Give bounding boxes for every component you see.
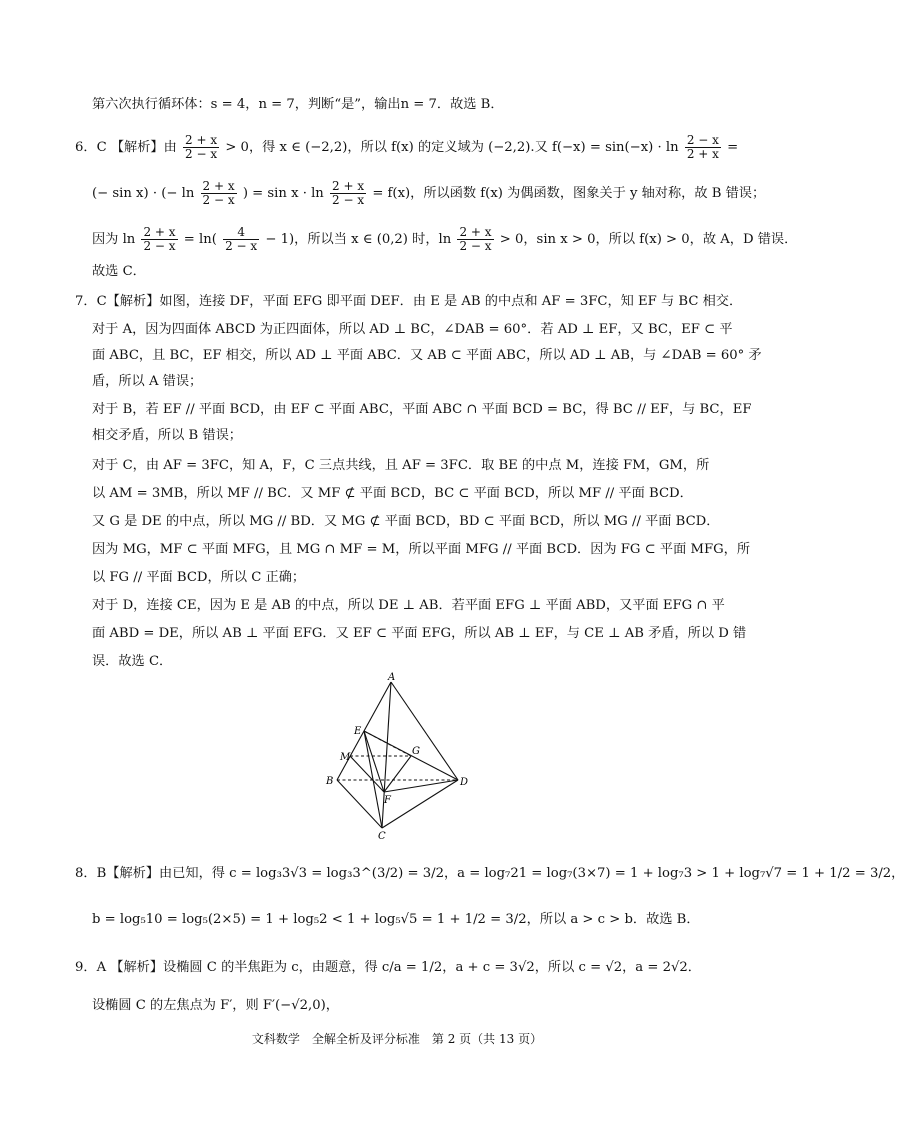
fraction: $\frac{4}{2 - x}$ — [225, 225, 258, 253]
q6-line-2: (− sin x) · (− ln $\frac{2 + x}{2 - x}$ ) = sin x · ln $\frac{2 + x}{2 - x}$ = f(x)，所以函数 f(x) 为偶函数，图象关于 y 轴对称，故 B 错误； — [92, 179, 766, 207]
q6-line-1: 6．C 【解析】由 $\frac{2 + x}{2 - x}$ > 0，得 x ∈ (−2,2)，所以 f(x) 的定义域为 (−2,2).又 f(−x) = sin(−x) · ln $\frac{2 - x}{2 + x}$ = — [75, 133, 739, 161]
text-line: 8．B【解析】由已知，得 c = log₃3√3 = log₃3^(3/2) = 3/2，a = log₇21 = log₇(3×7) = 1 + log₇3 > 1 + log₇√7 = 1 + 1/2 = 3/2， — [75, 866, 904, 881]
text-line: 对于 D，连接 CE，因为 E 是 AB 的中点，所以 DE ⊥ AB．若平面 EFG ⊥ 平面 ABD，又平面 EFG ∩ 平 — [92, 598, 725, 613]
text-line: 相交矛盾，所以 B 错误； — [92, 428, 242, 443]
text-line: 以 AM = 3MB，所以 MF // BC．又 MF ⊄ 平面 BCD，BC ⊂ 平面 BCD，所以 MF // 平面 BCD． — [92, 486, 693, 501]
text-line: 因为 MG，MF ⊂ 平面 MFG，且 MG ∩ MF = M，所以平面 MFG // 平面 BCD．因为 FG ⊂ 平面 MFG，所 — [92, 542, 751, 557]
label-d: D — [460, 777, 469, 788]
text-line: 故选 C． — [92, 264, 146, 279]
fraction: $\frac{2 + x}{2 - x}$ — [185, 133, 218, 161]
label-e: E — [354, 726, 362, 737]
q6-head: 6．C 【解析】由 — [75, 140, 177, 155]
q6-line-3: 因为 ln $\frac{2 + x}{2 - x}$ = ln( $\frac{4}{2 - x}$ − 1)，所以当 x ∈ (0,2) 时，ln $\frac{2 + x}{2 - x}$ > 0，sin x > 0，所以 f(x) > 0，故 A，D 错误． — [92, 225, 798, 253]
text-line: 第六次执行循环体：s = 4，n = 7，判断“是”，输出n = 7．故选 B． — [92, 97, 504, 112]
text-line: 设椭圆 C 的左焦点为 F′，则 F′(−√2,0)， — [92, 998, 339, 1013]
fraction: $\frac{2 - x}{2 + x}$ — [686, 133, 719, 161]
label-c: C — [378, 831, 386, 842]
text-line: 又 G 是 DE 的中点，所以 MG // BD．又 MG ⊄ 平面 BCD，BD ⊂ 平面 BCD，所以 MG // 平面 BCD． — [92, 514, 720, 529]
fraction: $\frac{2 + x}{2 - x}$ — [143, 225, 176, 253]
tetrahedron-figure — [320, 672, 480, 842]
text-line: 以 FG // 平面 BCD，所以 C 正确； — [92, 570, 306, 585]
fraction: $\frac{2 + x}{2 - x}$ — [332, 179, 365, 207]
text-line: 对于 B，若 EF // 平面 BCD，由 EF ⊂ 平面 ABC，平面 ABC ∩ 平面 BCD = BC，得 BC // EF，与 BC，EF — [92, 402, 752, 417]
page-footer: 文科数学 全解全析及评分标准 第 2 页（共 13 页） — [251, 1032, 543, 1046]
label-m: M — [340, 752, 351, 763]
text-line: 盾，所以 A 错误； — [92, 374, 203, 389]
text-line: 7．C【解析】如图，连接 DF，平面 EFG 即平面 DEF．由 E 是 AB 的中点和 AF = 3FC，知 EF 与 BC 相交． — [75, 294, 743, 309]
text-line: 对于 A，因为四面体 ABCD 为正四面体，所以 AD ⊥ BC，∠DAB = 60°．若 AD ⊥ EF，又 BC，EF ⊂ 平 — [92, 322, 733, 337]
fraction: $\frac{2 + x}{2 - x}$ — [202, 179, 235, 207]
text-line: 对于 C，由 AF = 3FC，知 A，F，C 三点共线，且 AF = 3FC．取 BE 的中点 M，连接 FM，GM，所 — [92, 458, 710, 473]
label-g: G — [412, 746, 420, 757]
q6-text: > 0，得 x ∈ (−2,2)，所以 f(x) 的定义域为 (−2,2).又 f(−x) = sin(−x) · ln — [225, 140, 679, 155]
label-f: F — [384, 795, 391, 806]
label-b: B — [326, 776, 334, 787]
text-line: 面 ABD = DE，所以 AB ⊥ 平面 EFG．又 EF ⊂ 平面 EFG，所以 AB ⊥ EF，与 CE ⊥ AB 矛盾，所以 D 错 — [92, 626, 747, 641]
text-line: b = log₅10 = log₅(2×5) = 1 + log₅2 < 1 + log₅√5 = 1 + 1/2 = 3/2，所以 a > c > b．故选 B． — [92, 912, 700, 927]
label-a: A — [388, 672, 396, 683]
text-line: 面 ABC，且 BC，EF 相交，所以 AD ⊥ 平面 ABC．又 AB ⊂ 平面 ABC，所以 AD ⊥ AB，与 ∠DAB = 60° 矛 — [92, 348, 762, 363]
fraction: $\frac{2 + x}{2 - x}$ — [459, 225, 492, 253]
text-line: 9．A 【解析】设椭圆 C 的半焦距为 c，由题意，得 c/a = 1/2，a + c = 3√2，所以 c = √2，a = 2√2． — [75, 960, 701, 975]
text-line: 误．故选 C． — [92, 654, 173, 669]
